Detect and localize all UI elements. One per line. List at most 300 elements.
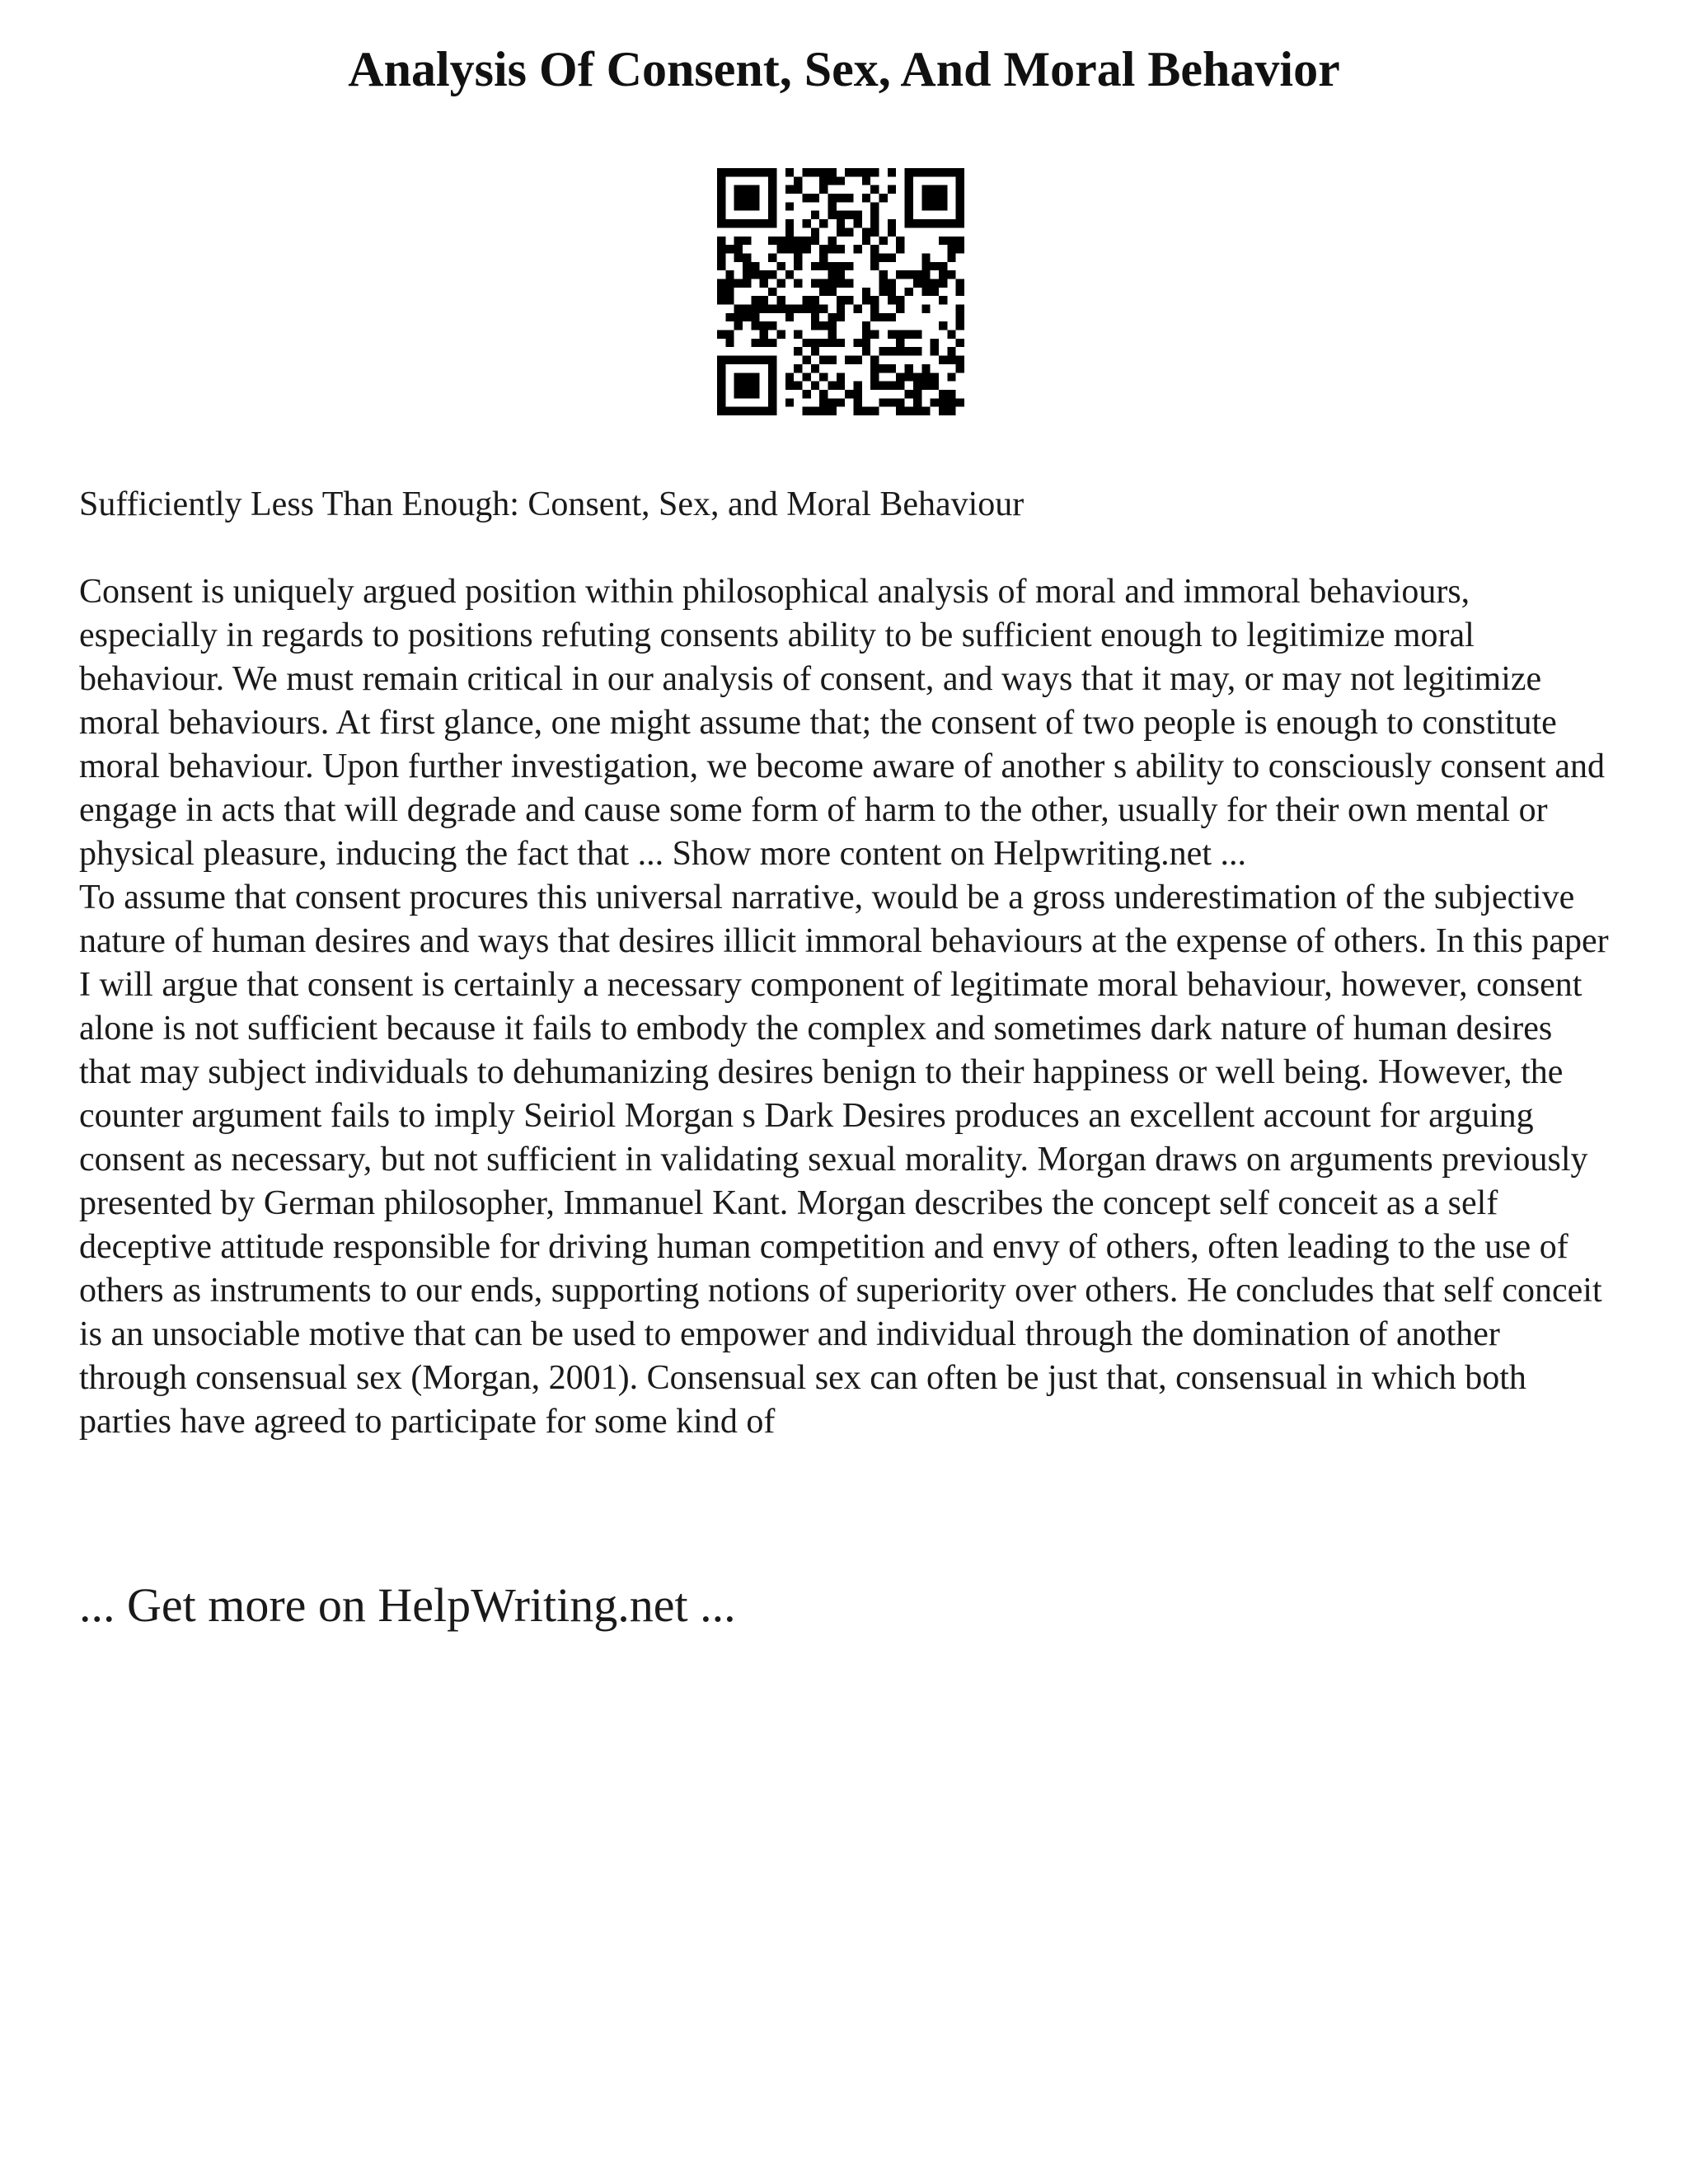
qr-module <box>811 227 819 236</box>
qr-module <box>785 185 794 194</box>
qr-module <box>854 219 862 227</box>
qr-module <box>879 288 888 296</box>
qr-module <box>751 270 759 279</box>
qr-module <box>828 194 836 202</box>
qr-module <box>794 237 802 245</box>
qr-module <box>802 407 810 415</box>
qr-module <box>734 245 743 253</box>
get-more-link[interactable]: ... Get more on HelpWriting.net ... <box>79 1578 736 1632</box>
qr-module <box>743 270 751 279</box>
qr-module <box>751 262 759 270</box>
qr-module <box>956 288 964 296</box>
qr-module <box>828 262 836 270</box>
qr-module <box>717 237 725 245</box>
qr-module <box>870 262 879 270</box>
qr-module <box>862 176 870 185</box>
qr-module <box>717 245 725 253</box>
qr-module <box>879 270 888 279</box>
qr-module <box>743 305 751 313</box>
qr-module <box>905 270 913 279</box>
qr-module <box>905 330 913 339</box>
qr-module <box>802 296 810 304</box>
qr-module <box>785 270 794 279</box>
qr-module <box>785 168 794 176</box>
qr-code-graphic <box>717 168 964 415</box>
qr-module <box>862 168 870 176</box>
qr-module <box>743 237 751 245</box>
qr-module <box>931 382 939 390</box>
qr-code-icon <box>717 168 964 415</box>
qr-module <box>870 227 879 236</box>
qr-module <box>811 168 819 176</box>
qr-module <box>837 227 845 236</box>
qr-module <box>785 245 794 253</box>
qr-module <box>947 253 955 261</box>
qr-module <box>947 245 955 253</box>
qr-module <box>947 390 955 398</box>
qr-module <box>725 296 734 304</box>
qr-module <box>896 237 904 245</box>
qr-module <box>837 339 845 347</box>
qr-module <box>870 168 879 176</box>
qr-module <box>947 330 955 339</box>
qr-module <box>837 245 845 253</box>
qr-module <box>888 168 896 176</box>
qr-module <box>862 237 870 245</box>
qr-module <box>717 288 725 296</box>
qr-module <box>785 382 794 390</box>
qr-module <box>956 398 964 406</box>
qr-module <box>760 296 768 304</box>
qr-module <box>802 168 810 176</box>
qr-module <box>760 279 768 287</box>
qr-module <box>939 262 947 270</box>
qr-module <box>819 305 828 313</box>
qr-module <box>956 237 964 245</box>
qr-module <box>768 237 776 245</box>
qr-module <box>845 356 853 364</box>
qr-module <box>896 373 904 381</box>
qr-module <box>811 296 819 304</box>
qr-module <box>870 313 879 321</box>
qr-module <box>956 321 964 330</box>
qr-module <box>888 227 896 236</box>
qr-module <box>947 398 955 406</box>
qr-module <box>768 305 776 313</box>
qr-module <box>802 339 810 347</box>
qr-module <box>776 237 785 245</box>
qr-module <box>811 313 819 321</box>
qr-module <box>785 305 794 313</box>
qr-module <box>734 279 743 287</box>
qr-module <box>794 382 802 390</box>
qr-module <box>888 253 896 261</box>
qr-module <box>939 279 947 287</box>
qr-module <box>947 347 955 355</box>
qr-module <box>939 296 947 304</box>
qr-module <box>854 339 862 347</box>
qr-module <box>819 356 828 364</box>
qr-module <box>939 237 947 245</box>
qr-module <box>947 356 955 364</box>
qr-module <box>828 407 836 415</box>
qr-module <box>931 398 939 406</box>
qr-module <box>725 313 734 321</box>
qr-module <box>921 288 930 296</box>
qr-module <box>888 364 896 373</box>
qr-module <box>794 347 802 355</box>
qr-module <box>802 305 810 313</box>
qr-module <box>956 339 964 347</box>
qr-module <box>870 185 879 194</box>
qr-module <box>717 296 725 304</box>
qr-module <box>888 279 896 287</box>
qr-module <box>879 313 888 321</box>
qr-module <box>811 321 819 330</box>
qr-module <box>811 407 819 415</box>
qr-module <box>879 194 888 202</box>
qr-module <box>845 279 853 287</box>
qr-module <box>794 364 802 373</box>
qr-module <box>802 245 810 253</box>
qr-module <box>921 382 930 390</box>
qr-module <box>888 219 896 227</box>
qr-module <box>828 288 836 296</box>
qr-module <box>794 253 802 261</box>
body-paragraph: Consent is uniquely argued position within philosophical analysis of moral and immoral behaviours, especially in regards to positions refuting consents ability to be sufficient enough to legitimize moral behaviour. We must remain critical in our analysis of consent, and ways that it may, or may not legitimize moral behaviours. At first glance, one might assume that; the consent of two people is enough to constitute moral behaviour. Upon further investigation, we become aware of another s ability to consciously consent and engage in acts that will degrade and cause some form of harm to the other, usually for their own mental or physical pleasure, inducing the fact that ... Show more content on Helpwriting.net ... <box>79 573 1605 873</box>
qr-module <box>725 270 734 279</box>
qr-module <box>870 407 879 415</box>
qr-module <box>837 270 845 279</box>
qr-module <box>939 356 947 364</box>
qr-module <box>794 330 802 339</box>
qr-module <box>956 245 964 253</box>
qr-module <box>725 330 734 339</box>
qr-module <box>870 330 879 339</box>
qr-module <box>888 347 896 355</box>
qr-module <box>751 339 759 347</box>
qr-module <box>888 313 896 321</box>
qr-module <box>931 288 939 296</box>
qr-module <box>870 356 879 364</box>
qr-module <box>725 339 734 347</box>
qr-module <box>870 253 879 261</box>
qr-module <box>921 364 930 373</box>
qr-module <box>776 296 785 304</box>
qr-module <box>785 237 794 245</box>
qr-module <box>776 305 785 313</box>
qr-module <box>854 168 862 176</box>
qr-module <box>717 262 725 270</box>
qr-module <box>785 202 794 210</box>
qr-module <box>854 305 862 313</box>
qr-module <box>828 382 836 390</box>
qr-module <box>939 398 947 406</box>
qr-module <box>828 245 836 253</box>
qr-module <box>776 245 785 253</box>
qr-module <box>913 390 921 398</box>
qr-module <box>811 279 819 287</box>
qr-module <box>888 288 896 296</box>
qr-module <box>751 305 759 313</box>
qr-module <box>802 356 810 364</box>
qr-module <box>854 245 862 253</box>
qr-module <box>947 270 955 279</box>
qr-module <box>717 279 725 287</box>
qr-module <box>828 398 836 406</box>
qr-module <box>888 330 896 339</box>
document-subtitle: Sufficiently Less Than Enough: Consent, Sex, and Moral Behaviour <box>79 485 1025 523</box>
qr-module <box>828 321 836 330</box>
qr-module <box>905 288 913 296</box>
qr-module <box>819 339 828 347</box>
qr-module <box>837 373 845 381</box>
qr-module <box>870 245 879 253</box>
qr-module <box>879 364 888 373</box>
qr-module <box>845 194 853 202</box>
qr-module <box>913 398 921 406</box>
qr-module <box>743 253 751 261</box>
qr-module <box>725 288 734 296</box>
qr-module <box>819 219 828 227</box>
qr-module <box>931 262 939 270</box>
qr-module <box>717 253 725 261</box>
qr-module <box>956 364 964 373</box>
qr-module <box>819 253 828 261</box>
qr-module <box>939 270 947 279</box>
qr-module <box>794 185 802 194</box>
qr-module <box>862 347 870 355</box>
qr-module <box>913 407 921 415</box>
qr-module <box>845 168 853 176</box>
qr-module <box>947 237 955 245</box>
qr-module <box>828 168 836 176</box>
qr-module <box>870 296 879 304</box>
qr-module <box>811 382 819 390</box>
qr-module <box>819 407 828 415</box>
qr-module <box>768 339 776 347</box>
qr-module <box>819 288 828 296</box>
qr-module <box>802 373 810 381</box>
qr-module <box>743 313 751 321</box>
qr-module <box>819 245 828 253</box>
qr-module <box>921 407 930 415</box>
qr-module <box>896 305 904 313</box>
qr-module <box>837 296 845 304</box>
qr-module <box>854 390 862 398</box>
qr-module <box>760 339 768 347</box>
qr-module <box>751 321 759 330</box>
qr-module <box>811 347 819 355</box>
qr-module <box>794 176 802 185</box>
qr-module <box>896 382 904 390</box>
qr-module <box>819 279 828 287</box>
qr-module <box>837 262 845 270</box>
qr-module <box>802 194 810 202</box>
qr-module <box>811 262 819 270</box>
qr-module <box>743 279 751 287</box>
qr-module <box>819 185 828 194</box>
qr-module <box>845 390 853 398</box>
qr-module <box>802 390 810 398</box>
qr-module <box>870 219 879 227</box>
qr-module <box>794 305 802 313</box>
qr-module <box>751 296 759 304</box>
document-title: Analysis Of Consent, Sex, And Moral Behavior <box>348 42 1340 96</box>
qr-module <box>947 373 955 381</box>
qr-module <box>828 270 836 279</box>
qr-module <box>751 313 759 321</box>
qr-module <box>811 364 819 373</box>
qr-module <box>828 279 836 287</box>
qr-module <box>837 279 845 287</box>
qr-module <box>785 219 794 227</box>
qr-module <box>717 330 725 339</box>
qr-module <box>921 373 930 381</box>
qr-module <box>811 237 819 245</box>
qr-module <box>956 279 964 287</box>
qr-module <box>794 245 802 253</box>
qr-module <box>845 296 853 304</box>
qr-module <box>956 313 964 321</box>
qr-module <box>828 330 836 339</box>
qr-module <box>931 373 939 381</box>
qr-module <box>931 347 939 355</box>
qr-module <box>879 347 888 355</box>
qr-module <box>760 330 768 339</box>
qr-module <box>819 390 828 398</box>
qr-module <box>947 407 955 415</box>
qr-module <box>862 296 870 304</box>
qr-module <box>811 339 819 347</box>
qr-module <box>888 382 896 390</box>
qr-module <box>913 347 921 355</box>
qr-module <box>921 270 930 279</box>
qr-module <box>828 211 836 219</box>
qr-module <box>921 279 930 287</box>
qr-module <box>828 339 836 347</box>
qr-module <box>837 176 845 185</box>
qr-module <box>870 202 879 210</box>
qr-module <box>888 296 896 304</box>
document-body <box>79 570 1612 1444</box>
qr-module <box>896 407 904 415</box>
qr-module <box>837 305 845 313</box>
qr-module <box>811 194 819 202</box>
qr-module <box>734 237 743 245</box>
qr-module <box>725 279 734 287</box>
qr-module <box>870 211 879 219</box>
qr-module <box>845 227 853 236</box>
qr-module <box>837 211 845 219</box>
qr-module <box>854 356 862 364</box>
qr-module <box>828 356 836 364</box>
qr-module <box>870 382 879 390</box>
qr-module <box>785 398 794 406</box>
qr-module <box>819 373 828 381</box>
qr-module <box>811 211 819 219</box>
qr-module <box>734 305 743 313</box>
qr-module <box>913 330 921 339</box>
qr-module <box>931 279 939 287</box>
qr-module <box>913 382 921 390</box>
qr-module <box>811 305 819 313</box>
qr-module <box>845 211 853 219</box>
qr-module <box>921 262 930 270</box>
qr-module <box>862 194 870 202</box>
qr-module <box>905 373 913 381</box>
qr-module <box>905 390 913 398</box>
qr-module <box>768 288 776 296</box>
qr-module <box>896 339 904 347</box>
qr-module <box>921 305 930 313</box>
qr-module <box>819 262 828 270</box>
qr-module <box>896 347 904 355</box>
qr-module <box>768 321 776 330</box>
qr-module <box>939 390 947 398</box>
qr-module <box>854 382 862 390</box>
qr-module <box>760 321 768 330</box>
qr-module <box>879 398 888 406</box>
qr-module <box>862 321 870 330</box>
qr-module <box>870 305 879 313</box>
qr-module <box>956 356 964 364</box>
qr-module <box>828 313 836 321</box>
qr-module <box>819 176 828 185</box>
qr-module <box>837 313 845 321</box>
qr-module <box>768 253 776 261</box>
qr-module <box>854 211 862 219</box>
qr-module <box>862 288 870 296</box>
qr-module <box>776 330 785 339</box>
qr-module <box>828 202 836 210</box>
qr-module <box>905 407 913 415</box>
qr-module <box>888 185 896 194</box>
qr-module <box>743 262 751 270</box>
body-paragraph: To assume that consent procures this universal narrative, would be a gross underestimation of the subjective nature of human desires and ways that desires illicit immoral behaviours at the expense of others. In this paper I will argue that consent is certainly a necessary component of legitimate moral behaviour, however, consent alone is not sufficient because it fails to embody the complex and sometimes dark nature of human desires that may subject individuals to dehumanizing desires benign to their happiness or well being. However, the counter argument fails to imply Seiriol Morgan s Dark Desires produces an excellent account for arguing consent as necessary, but not sufficient in validating sexual morality. Morgan draws on arguments previously presented by German philosopher, Immanuel Kant. Morgan describes the concept self conceit as a self deceptive attitude responsible for driving human competition and envy of others, often leading to the use of others as instruments to our ends, supporting notions of superiority over others. He concludes that self conceit is an unsociable motive that can be used to empower and individual through the domination of another through consensual sex (Morgan, 2001). Consensual sex can often be just that, consensual in which both parties have agreed to participate for some kind of <box>79 879 1609 1441</box>
qr-module <box>837 219 845 227</box>
qr-module <box>785 313 794 321</box>
qr-module <box>879 382 888 390</box>
qr-module <box>896 330 904 339</box>
qr-module <box>939 321 947 330</box>
qr-module <box>931 339 939 347</box>
qr-module <box>768 270 776 279</box>
qr-module <box>845 262 853 270</box>
qr-module <box>760 305 768 313</box>
qr-module <box>725 245 734 253</box>
qr-module <box>870 373 879 381</box>
qr-module <box>905 364 913 373</box>
qr-module <box>879 237 888 245</box>
qr-module <box>854 407 862 415</box>
qr-module <box>896 296 904 304</box>
qr-module <box>921 253 930 261</box>
qr-module <box>862 407 870 415</box>
qr-module <box>794 279 802 287</box>
qr-module <box>794 262 802 270</box>
qr-module <box>870 364 879 373</box>
qr-module <box>837 398 845 406</box>
qr-module <box>939 407 947 415</box>
qr-module <box>896 398 904 406</box>
qr-module <box>879 253 888 261</box>
qr-module <box>734 253 743 261</box>
qr-module <box>776 262 785 270</box>
qr-module <box>785 227 794 236</box>
qr-module <box>828 237 836 245</box>
qr-module <box>802 219 810 227</box>
